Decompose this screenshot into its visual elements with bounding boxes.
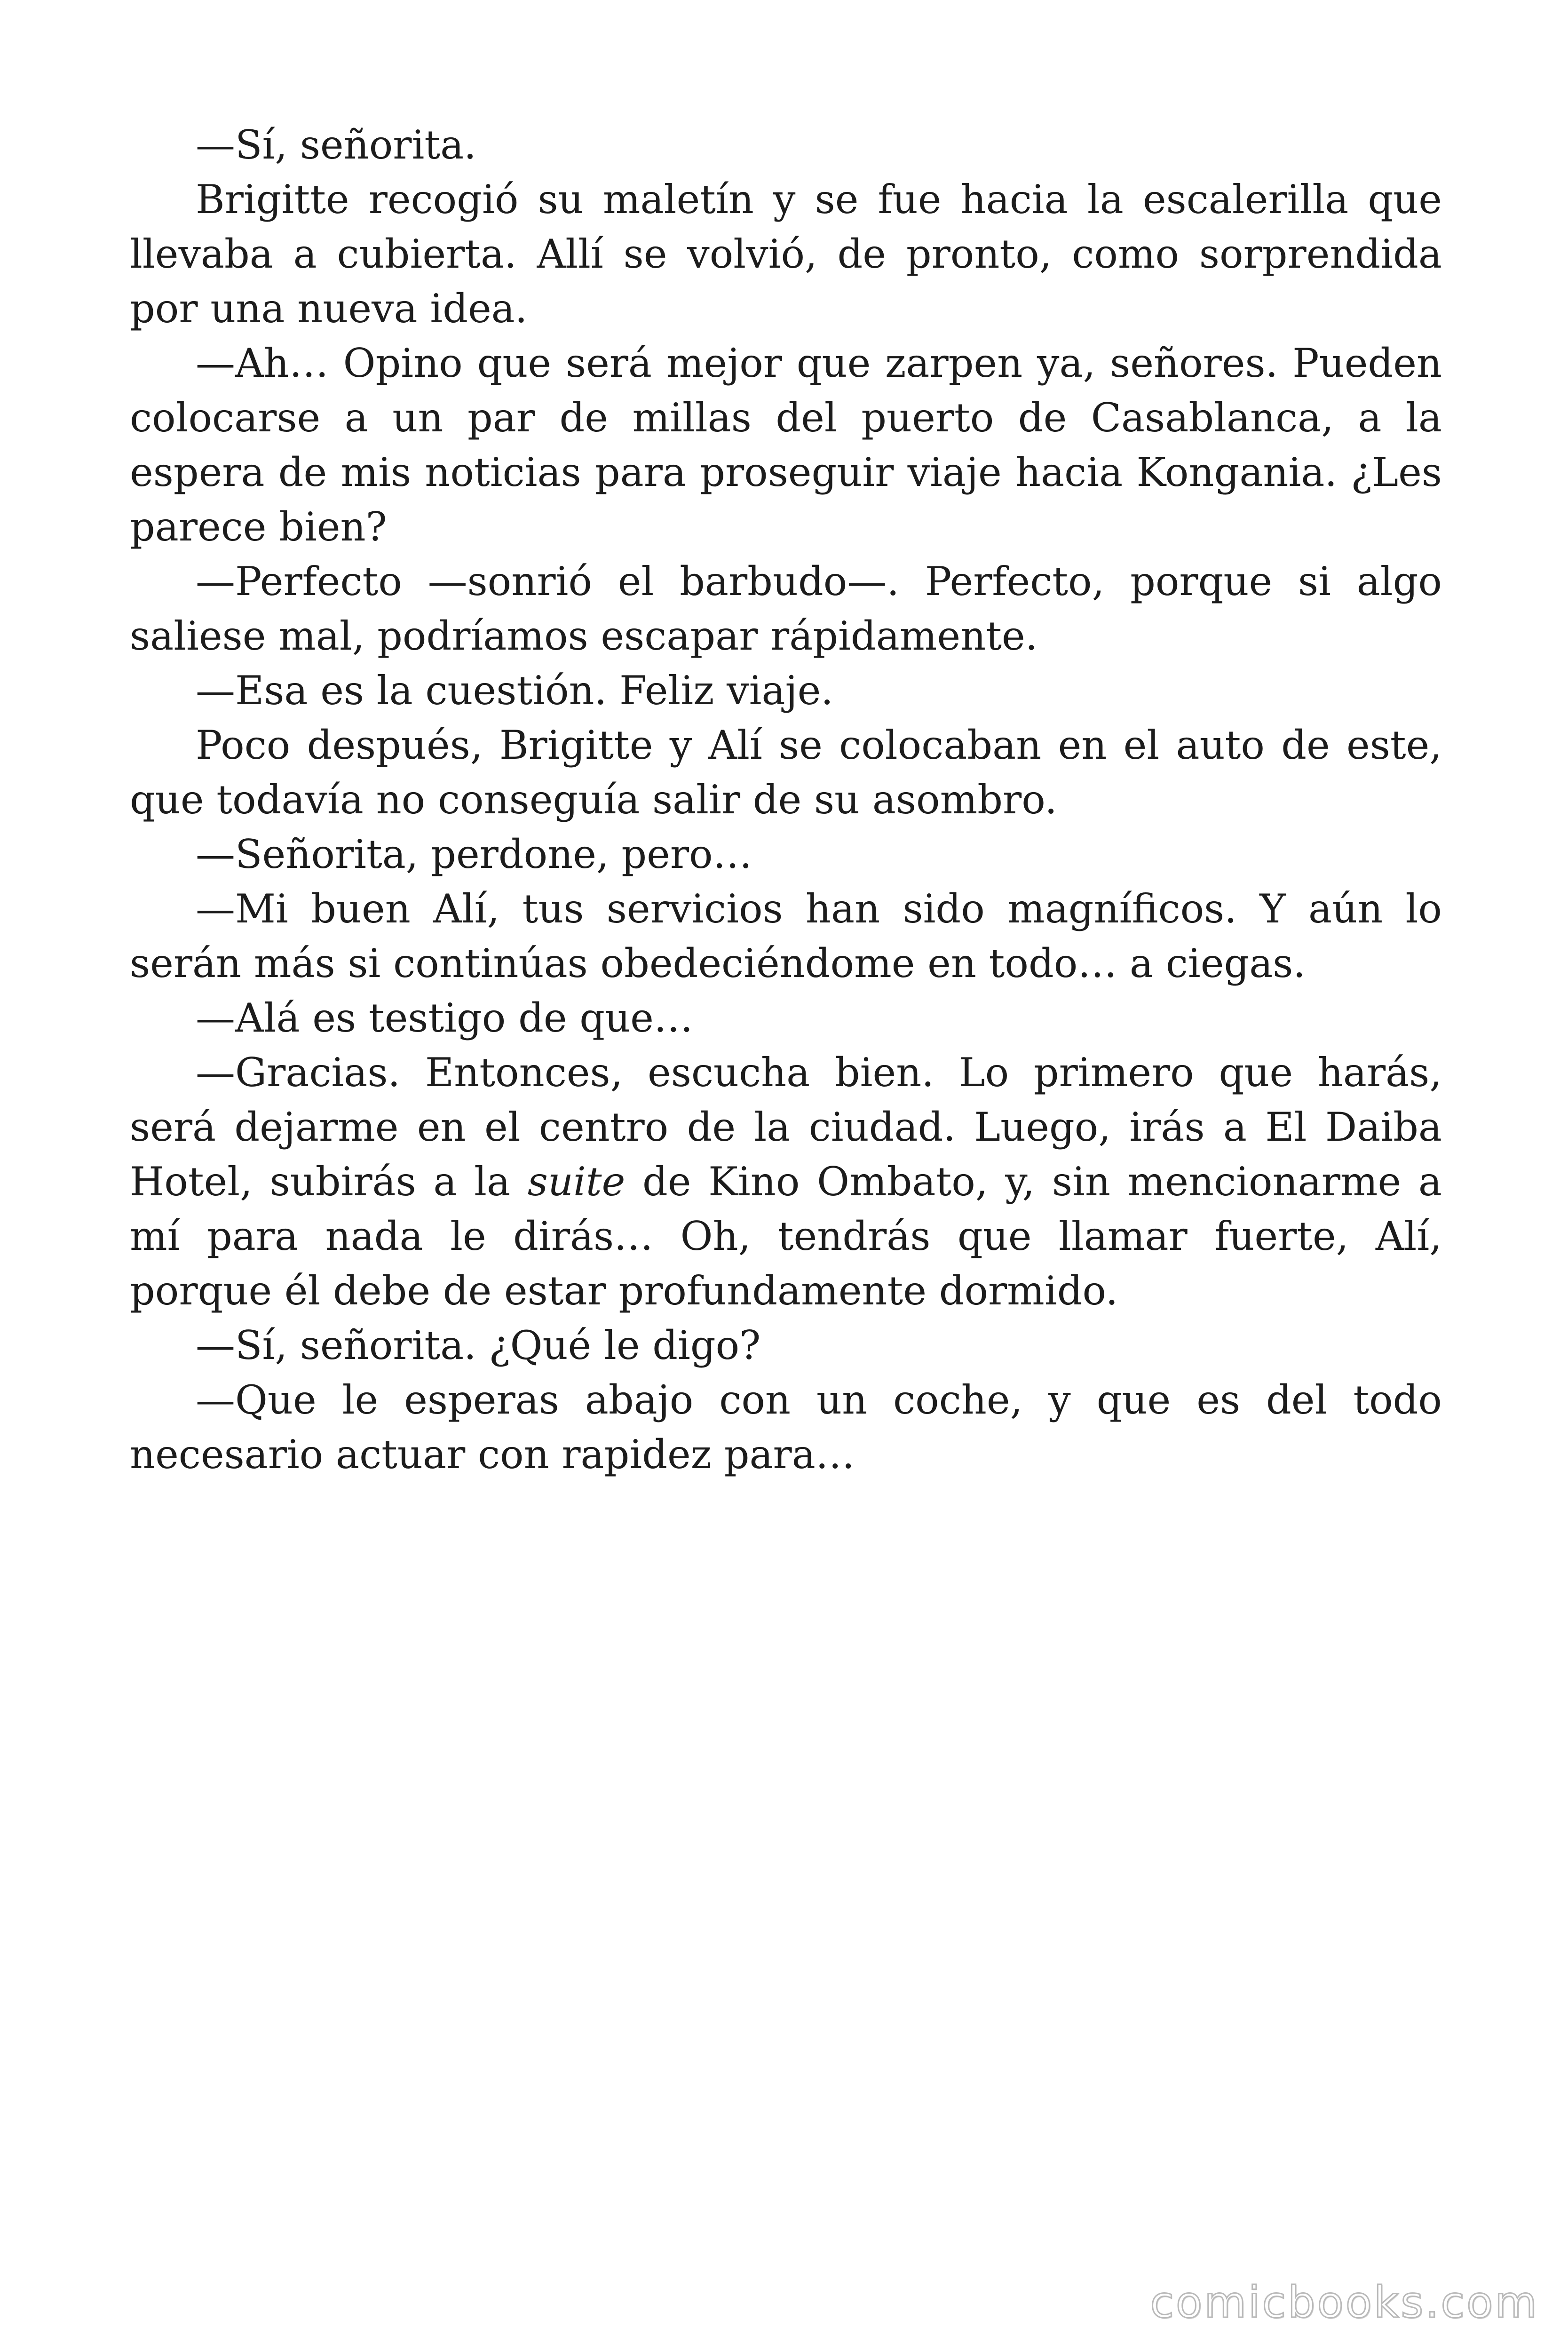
paragraph-10-start: —Gracias. Entonces, escucha bien. Lo primero que harás, será dejarme en el centro de la ciudad. Luego, irás a El Daiba Hotel, subirás a la: [130, 1049, 1442, 1205]
paragraph-7: —Señorita, perdone, pero…: [196, 831, 752, 877]
watermark-text: comicbooks.com: [1150, 2277, 1539, 2328]
paragraph-2: Brigitte recogió su maletín y se fue hacia la escalerilla que llevaba a cubierta. Allí se volvió, de pronto, como sorprendida por una nueva idea.: [130, 176, 1442, 332]
paragraph-9: —Alá es testigo de que…: [196, 995, 693, 1041]
paragraph-10: [130, 1045, 1442, 1318]
paragraph-10-end: de Kino Ombato, y, sin mencionarme a mí para nada le dirás… Oh, tendrás que llamar fuerte, Alí, porque él debe de estar profundamente dormido.: [130, 1159, 1442, 1314]
italic-word-suite: suite: [527, 1159, 626, 1205]
paragraph-8: —Mi buen Alí, tus servicios han sido magníficos. Y aún lo serán más si continúas obedeciéndome en todo… a ciegas.: [130, 886, 1442, 986]
paragraph-4: —Perfecto —sonrió el barbudo—. Perfecto, porque si algo saliese mal, podríamos escapar rápidamente.: [130, 558, 1442, 659]
paragraph-12: —Que le esperas abajo con un coche, y que es del todo necesario actuar con rapidez para…: [130, 1377, 1442, 1478]
paragraph-3: —Ah… Opino que será mejor que zarpen ya, señores. Pueden colocarse a un par de millas del puerto de Casablanca, a la espera de mis noticias para proseguir viaje hacia Kongania. ¿Les parece bien?: [130, 340, 1442, 550]
paragraph-1: —Sí, señorita.: [196, 122, 476, 168]
paragraph-11: —Sí, señorita. ¿Qué le digo?: [196, 1322, 761, 1368]
book-page-text: [130, 118, 1442, 1482]
paragraph-5: —Esa es la cuestión. Feliz viaje.: [196, 667, 833, 714]
paragraph-6: Poco después, Brigitte y Alí se colocaban en el auto de este, que todavía no conseguía salir de su asombro.: [130, 722, 1442, 823]
